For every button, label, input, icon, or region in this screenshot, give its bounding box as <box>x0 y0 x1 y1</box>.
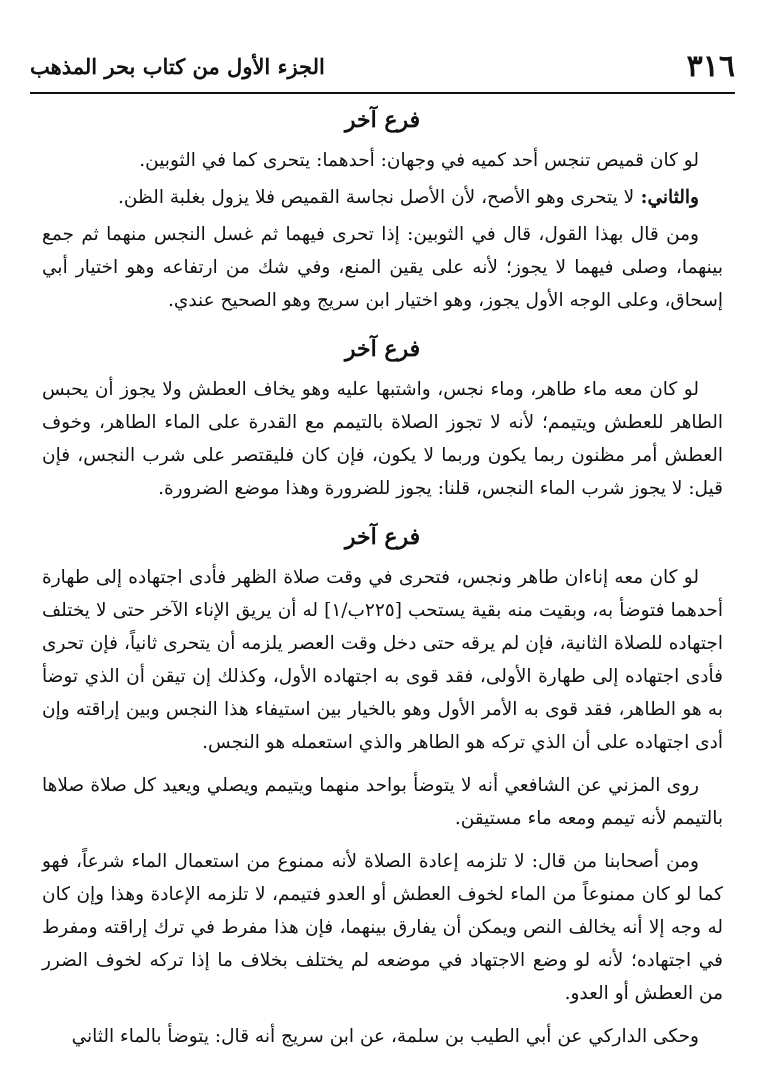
section-heading: فرع آخر <box>344 336 421 362</box>
paragraph <box>42 144 723 177</box>
paragraph-text: ومن قال بهذا القول، قال في الثوبين: إذا تحرى فيهما ثم غسل النجس منهما ثم جمع بينهما، وصلى فيهما لا يجوز؛ لأنه على يقين المنع، وفي شك من ارتفاعه وهو اختيار أبي إسحاق، وعلى الوجه الأول يجوز، وهو اختيار ابن سريج وهو الصحيح عندي. <box>42 224 723 311</box>
paragraph-text: لو كان معه ماء طاهر، وماء نجس، واشتبها عليه وهو يخاف العطش ولا يجوز أن يحبس الطاهر للعطش ويتيمم؛ لأنه لا تجوز الصلاة بالتيمم مع القدرة على الماء الطاهر، وخوف العطش أمر مظنون ربما يكون وربما لا يكون، فإن كان فليقتصر على شرب النجس، فإن قيل: لا يجوز شرب الماء النجس، قلنا: يجوز للضرورة وهذا موضع الضرورة. <box>42 379 723 499</box>
paragraph-text: وحكى الداركي عن أبي الطيب بن سلمة، عن ابن سريج أنه قال: يتوضأ بالماء الثاني <box>71 1026 699 1047</box>
section-heading: فرع آخر <box>344 107 421 133</box>
paragraph <box>42 181 723 214</box>
page-number: ٣١٦ <box>686 48 735 84</box>
paragraph-text: روى المزني عن الشافعي أنه لا يتوضأ بواحد منهما ويتيمم ويصلي ويعيد كل صلاة صلاها بالتيمم لأنه تيمم ومعه ماء مستيقن. <box>42 775 723 829</box>
paragraph-text: ومن أصحابنا من قال: لا تلزمه إعادة الصلاة لأنه ممنوع من استعمال الماء شرعاً، فهو كما لو كان ممنوعاً من الماء لخوف العطش أو العدو فتيمم، لا تلزمه الإعادة وهذا وإن كان له وجه إلا أنه يخالف النص ويمكن أن يفارق بينهما، فإن هذا مفرط في ترك إراقته ومفرط في اجتهاده؛ لأنه لو وضع الاجتهاد في موضعه لم يختلف بخلاف ما إذا تركه لخوف الضرر من العطش أو العدو. <box>42 851 723 1004</box>
running-title: الجزء الأول من كتاب بحر المذهب <box>30 53 325 79</box>
paragraph <box>42 1020 723 1053</box>
paragraph-text: لو كان معه إناءان طاهر ونجس، فتحرى في وقت صلاة الظهر فأدى اجتهاده إلى طهارة أحدهما فتوضأ به، وبقيت منه بقية يستحب [٢٢٥ب/١] له أن يريق الإناء الآخر حتى لا يختلف اجتهاده للصلاة الثانية، فإن لم يرقه حتى دخل وقت العصر يلزمه أن يتحرى ثانياً، فإن تحرى فأدى اجتهاده إلى طهارة الأولى، فقد قوى به اجتهاده الأول، وكذلك إن تيقن أن الذي توضأ به هو الطاهر، فقد قوى به الأمر الأول وهو بالخيار بين استيفاء هذا النجس وبين إراقته وإن أدى اجتهاده على أن الذي تركه هو الطاهر والذي استعمله هو النجس. <box>42 567 723 753</box>
page-body <box>42 96 723 1063</box>
paragraph <box>42 845 723 1010</box>
paragraph-text: لو كان قميص تنجس أحد كميه في وجهان: أحدهما: يتحرى كما في الثوبين. <box>139 150 699 171</box>
paragraph <box>42 769 723 835</box>
paragraph-text: لا يتحرى وهو الأصح، لأن الأصل نجاسة القميص فلا يزول بغلبة الظن. <box>118 187 635 208</box>
paragraph <box>42 373 723 505</box>
paragraph <box>42 561 723 759</box>
paragraph <box>42 218 723 317</box>
page-header <box>30 44 735 88</box>
header-rule <box>30 92 735 94</box>
section-heading: فرع آخر <box>344 524 421 550</box>
paragraph-lead: والثاني: <box>634 187 699 208</box>
